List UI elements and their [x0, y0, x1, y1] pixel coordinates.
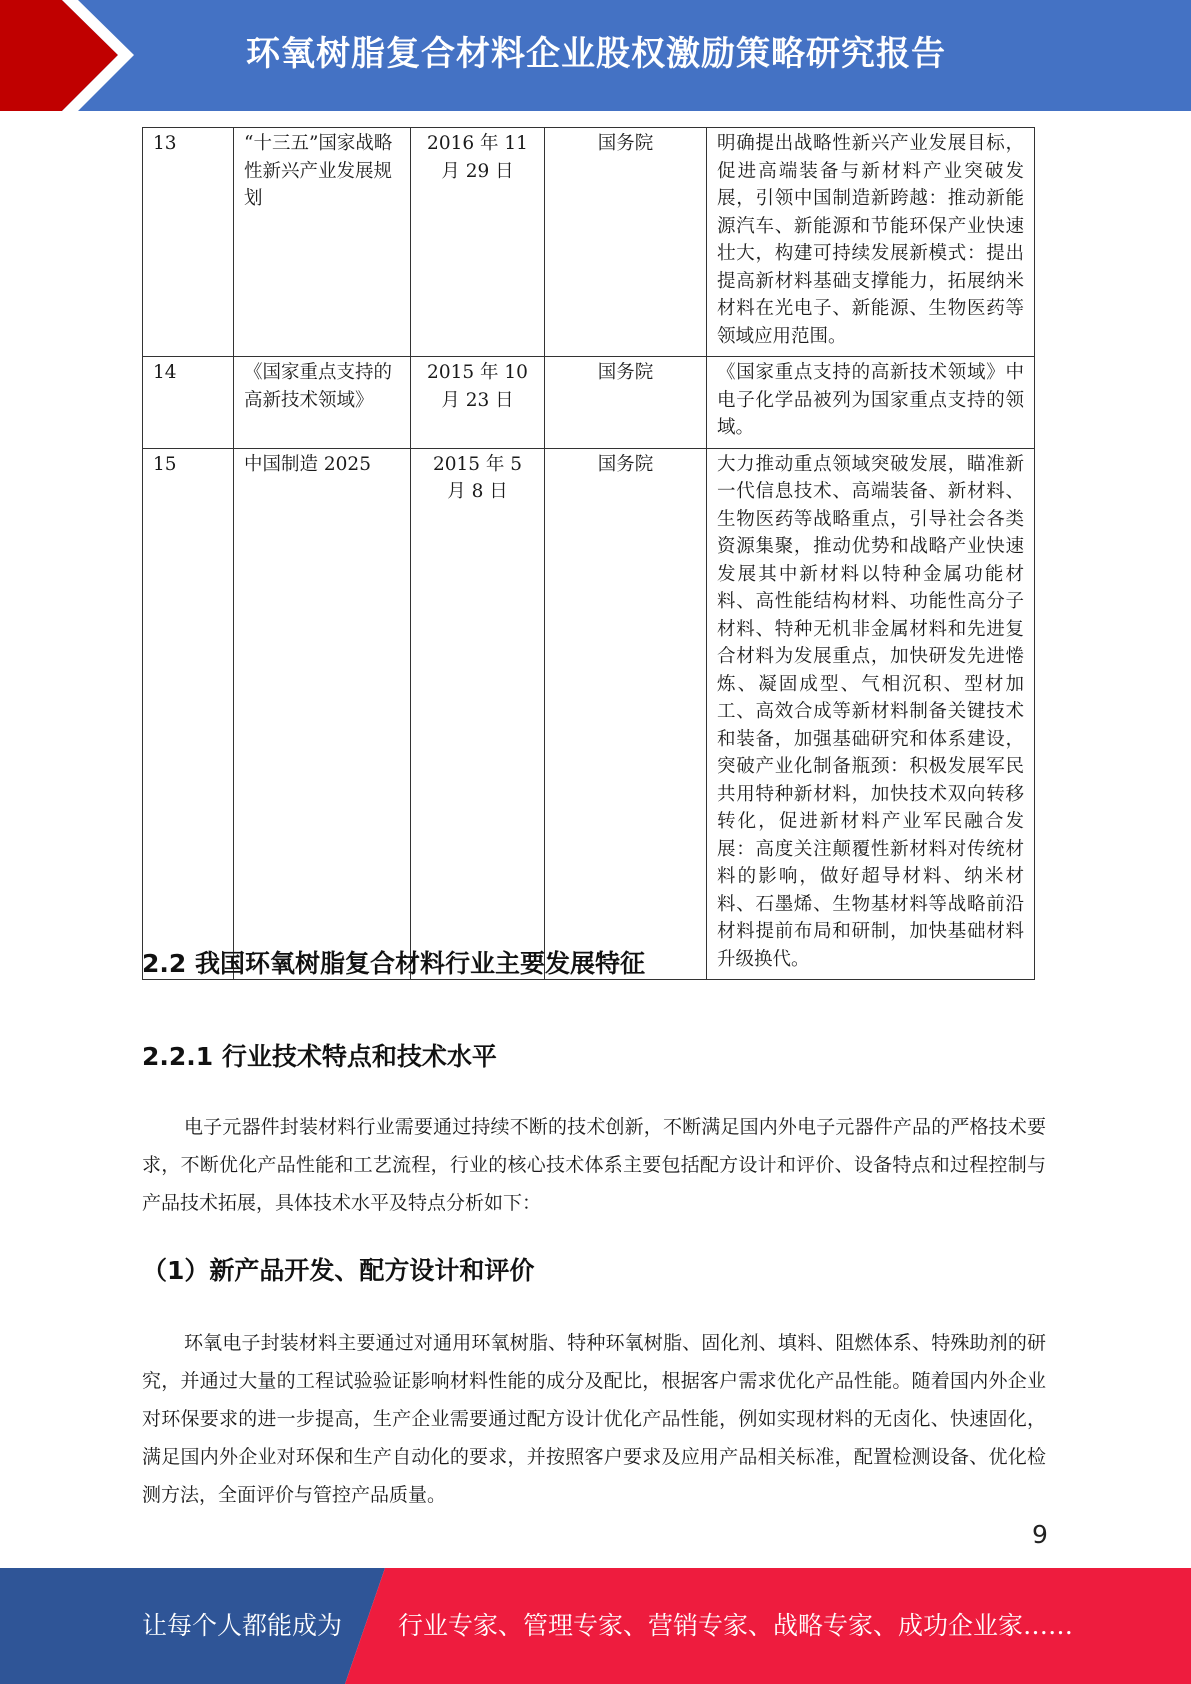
policy-name: “十三五”国家战略性新兴产业发展规划	[234, 128, 411, 357]
footer-slogan-left: 让每个人都能成为	[142, 1611, 343, 1640]
page-header	[0, 0, 1191, 111]
report-title: 环氧树脂复合材料企业股权激励策略研究报告	[246, 34, 946, 74]
table-row	[143, 448, 1035, 980]
table-row	[143, 128, 1035, 357]
issue-date: 2016 年 11 月 29 日	[411, 128, 545, 357]
issuing-body: 国务院	[545, 448, 707, 980]
page-footer	[0, 1568, 1191, 1684]
body-paragraph: 环氧电子封装材料主要通过对通用环氧树脂、特种环氧树脂、固化剂、填料、阻燃体系、特殊助剂的研究，并通过大量的工程试验验证影响材料性能的成分及配比，根据客户需求优化产品性能。随着国内外企业对环保要求的进一步提高，生产企业需要通过配方设计优化产品性能，例如实现材料的无卤化、快速固化，满足国内外企业对环保和生产自动化的要求，并按照客户要求及应用产品相关标准，配置检测设备、优化检测方法，全面评价与管控产品质量。	[142, 1332, 1046, 1506]
row-number: 13	[143, 128, 234, 357]
section-heading: 2.2 我国环氧树脂复合材料行业主要发展特征	[142, 949, 645, 978]
issuing-body: 国务院	[545, 128, 707, 357]
table-row	[143, 357, 1035, 449]
issue-date: 2015 年 5 月 8 日	[411, 448, 545, 980]
issuing-body: 国务院	[545, 357, 707, 449]
header-chevron-decoration	[0, 0, 160, 111]
policy-name: 《国家重点支持的高新技术领域》	[234, 357, 411, 449]
body-paragraph: 电子元器件封装材料行业需要通过持续不断的技术创新，不断满足国内外电子元器件产品的严格技术要求，不断优化产品性能和工艺流程，行业的核心技术体系主要包括配方设计和评价、设备特点和过程控制与产品技术拓展，具体技术水平及特点分析如下：	[142, 1116, 1046, 1214]
subsection-heading: （1）新产品开发、配方设计和评价	[142, 1256, 535, 1285]
policy-table	[142, 127, 1035, 980]
footer-slogan-right: 行业专家、管理专家、营销专家、战略专家、成功企业家……	[398, 1611, 1074, 1640]
policy-name: 中国制造 2025	[234, 448, 411, 980]
page-number: 9	[1032, 1520, 1048, 1549]
policy-content: 《国家重点支持的高新技术领域》中 电子化学品被列为国家重点支持的领 域。	[707, 357, 1035, 449]
row-number: 15	[143, 448, 234, 980]
subsection-heading: 2.2.1 行业技术特点和技术水平	[142, 1042, 497, 1071]
policy-content: 大力推动重点领域突破发展，瞄准新 一代信息技术、高端装备、新材料、 生物医药等战略重点，引导社会各类 资源集聚，推动优势和战略产业快速 发展其中新材料以特种金属功能材 料、高性能结构材料、功能性高分子 材料、特种无机非金属材料和先进复合材料为发展重点，加快研发先进惓 炼、凝固成型、气相沉积、型材加 工、高效合成等新材料制备关键技术 和装备，加强基础研究和体系建设， 突破产业化制备瓶颈：积极发展军民 共用特种新材料，加快技术双向转移转化，促进新材料产业军民融合发 展：高度关注颠覆性新材料对传统材 料的影响，做好超导材料、纳米材 料、石墨烯、生物基材料等战略前沿 材料提前布局和研制，加快基础材料 升级换代。	[707, 448, 1035, 980]
row-number: 14	[143, 357, 234, 449]
issue-date: 2015 年 10 月 23 日	[411, 357, 545, 449]
policy-content: 明确提出战略性新兴产业发展目标， 促进高端装备与新材料产业突破发 展，引领中国制造新跨越：推动新能 源汽车、新能源和节能环保产业快速 壮大，构建可持续发展新模式：提出 提高新材料基础支撑能力，拓展纳米材料在光电子、新能源、生物医药等 领域应用范围。	[707, 128, 1035, 357]
